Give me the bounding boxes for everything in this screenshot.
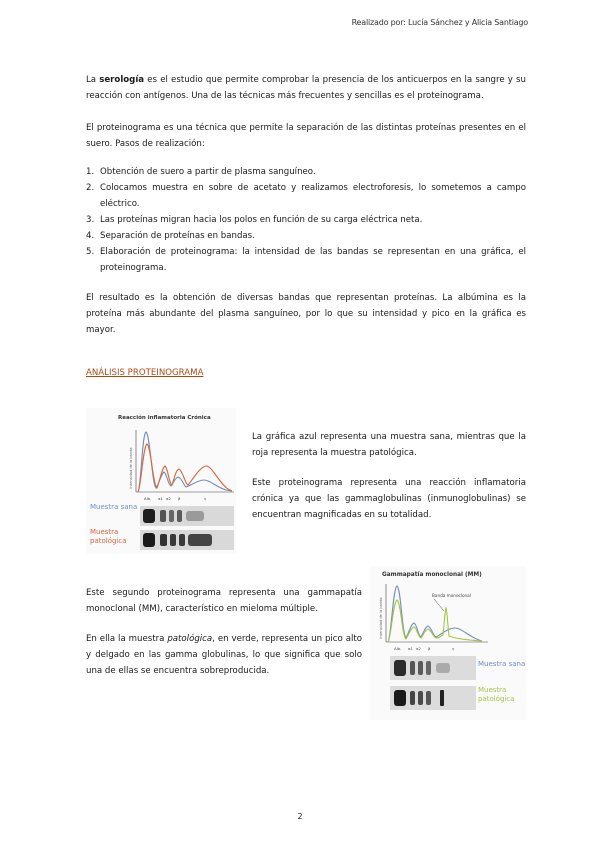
figure2-ylabel: Intensidad de la banda bbox=[379, 597, 383, 639]
page-number: 2 bbox=[297, 812, 303, 821]
figure2-title: Gammapatía monoclonal (MM) bbox=[382, 572, 482, 578]
figure2-xlabel: α2 bbox=[416, 646, 421, 651]
figure1-label-pathologic: Muestra patológica bbox=[90, 528, 127, 545]
figure2-label-healthy: Muestra sana bbox=[478, 660, 526, 668]
page-header-authors: Realizado por: Lucía Sánchez y Alicia Santiago bbox=[351, 18, 528, 27]
intro-paragraph-1: La serología es el estudio que permite comprobar la presencia de los anticuerpos en la sangre y su reacción con antígenos. Una de las técnicas más frecuentes y sencillas es el proteinograma. bbox=[86, 75, 526, 101]
figure2-xlabel: β bbox=[428, 646, 431, 651]
figure1-xlabel: α2 bbox=[166, 496, 171, 501]
result-paragraph: El resultado es la obtención de diversas bandas que representan proteínas. La albúmina es la proteína más abundante del plasma sanguíneo, por lo que su intensidad y pico en la gráfica es mayor. bbox=[86, 293, 526, 335]
figure1-xlabel: Alb. bbox=[144, 496, 152, 501]
figure-monoclonal bbox=[370, 566, 526, 720]
figure2-text-1: Este segundo proteinograma representa una gammapatía monoclonal (MM), característico en mieloma múltiple. bbox=[86, 588, 362, 614]
figure1-text-1: La gráfica azul representa una muestra sana, mientras que la roja representa la muestra patológica. bbox=[252, 432, 526, 458]
list-item: 4. Separación de proteínas en bandas. bbox=[86, 231, 255, 241]
section-title: ANÁLISIS PROTEINOGRAMA bbox=[86, 368, 204, 378]
figure2-text-2: En ella la muestra patológica, en verde, representa un pico alto y delgado en las gamma globulinas, lo que significa que solo una de ellas se encuentra sobreproducida. bbox=[86, 634, 362, 676]
figure2-xlabel: γ bbox=[452, 646, 455, 651]
monoclonal-band-annotation: Banda monoclonal bbox=[432, 593, 471, 598]
steps-list bbox=[86, 164, 526, 276]
figure2-xlabel: Alb. bbox=[394, 646, 402, 651]
list-item: 1. Obtención de suero a partir de plasma sanguíneo. bbox=[86, 167, 316, 177]
figure2-label-pathologic: Muestra patológica bbox=[478, 686, 515, 703]
list-item: 3. Las proteínas migran hacia los polos en función de su carga eléctrica neta. bbox=[86, 215, 423, 225]
figure1-xlabel: α1 bbox=[158, 496, 163, 501]
figure-inflammation bbox=[86, 408, 236, 554]
figure1-title: Reacción inflamatoria Crónica bbox=[118, 415, 211, 421]
term-serologia: serología bbox=[99, 75, 145, 85]
figure2-xlabel: α1 bbox=[408, 646, 413, 651]
figure1-ylabel: Intensidad de la banda bbox=[129, 447, 133, 489]
figure1-text-2: Este proteinograma representa una reacción inflamatoria crónica ya que las gammaglobulinas (inmunoglobulinas) se encuentran magnificadas en su totalidad. bbox=[252, 478, 526, 520]
pathologic-curve bbox=[138, 444, 232, 492]
healthy-curve bbox=[138, 432, 232, 492]
figure1-xlabel: β bbox=[178, 496, 181, 501]
figure1-label-healthy: Muestra sana bbox=[90, 503, 138, 511]
intro-paragraph-2: El proteinograma es una técnica que permite la separación de las distintas proteínas presentes en el suero. Pasos de realización: bbox=[86, 123, 526, 149]
list-item: 5. Elaboración de proteinograma: la intensidad de las bandas se representan en una gráfica, el proteinograma. bbox=[86, 247, 526, 273]
list-item: 2. Colocamos muestra en sobre de acetato y realizamos electroforesis, lo sometemos a campo eléctrico. bbox=[86, 183, 526, 209]
figure1-xlabel: γ bbox=[204, 496, 207, 501]
